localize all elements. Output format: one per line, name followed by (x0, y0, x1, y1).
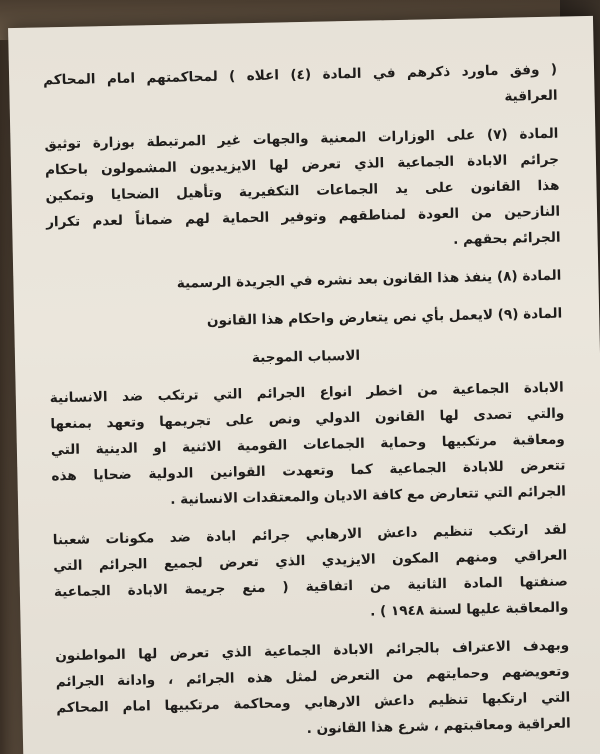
article-8 (47, 263, 561, 300)
text-line: العراقية (504, 87, 558, 105)
text-line: النازحين من العودة لمناطقهم وتوفير الحماية لهم ضماناً لعدم تكرار (45, 203, 561, 231)
text-line: صنفتها المادة الثانية من اتفاقية ( منع جريمة الابادة الجماعية (53, 573, 568, 601)
text-line: الجرائم التي تتعارض مع كافة الاديان والمعتقدات الانسانية . (170, 483, 567, 508)
text-line: العراقية ومعاقبتهم ، شرع هذا القانون . (306, 715, 571, 738)
section-heading: الاسباب الموجبة (251, 347, 361, 367)
document-body (43, 57, 571, 754)
paragraph-1 (43, 57, 558, 120)
text-line: ( وفق ماورد ذكرهم في المادة (٤) اعلاه ) لمحاكمتهم امام المحاكم (42, 61, 558, 89)
article-9 (48, 301, 562, 338)
text-line: المادة (٧) على الوزارات المعنية والجهات غير المرتبطة بوزارة توثيق (44, 125, 559, 153)
text-line: العراقي ومنهم المكون الايزيدي الذي تعرض لجميع الجرائم التي (53, 547, 568, 575)
text-line: المادة (٨) ينفذ هذا القانون بعد نشره في الجريدة الرسمية (176, 267, 562, 292)
text-line: لقد ارتكب تنظيم داعش الارهابي جرائم ابادة ضد مكونات شعبنا (52, 521, 567, 549)
document-page (8, 16, 600, 754)
text-line: الجرائم بحقهم . (453, 229, 561, 248)
text-line: هذا القانون على يد الجماعات التكفيرية وتأهيل الضحايا وتمكين (45, 177, 560, 205)
text-line: والمعاقبة عليها لسنة ١٩٤٨ ) . (369, 599, 569, 620)
paragraph-article-7 (44, 121, 561, 262)
text-line: جرائم الابادة الجماعية الذي تعرض لها الايزيديون المشمولون باحكام (44, 151, 560, 179)
text-line: ومعاقبة مرتكبيها وحماية الجماعات القومية الاثنية او الدينية التي (50, 431, 565, 459)
paragraph-reasons-2 (53, 517, 569, 632)
text-line: المادة (٩) لايعمل بأي نص يتعارض واحكام هذا القانون (206, 305, 563, 330)
text-line: وتعويضهم وحمايتهم من التعرض لمثل هذه الجرائم ، وادانة الجرائم (55, 663, 570, 691)
text-line: الابادة الجماعية من اخطر انواع الجرائم التي ترتكب ضد الانسانية (49, 379, 564, 407)
text-line: وبهدف الاعتراف بالجرائم الابادة الجماعية الذي تعرض لها المواطنون (55, 637, 570, 665)
text-line: التي ارتكبها تنظيم داعش الارهابي ومحاكمة مرتكبيها امام المحاكم (56, 689, 571, 717)
paragraph-reasons-3 (55, 633, 571, 748)
text-line: والتي تصدى لها القانون الدولي ونص على تجريمها وتعهد بمنعها (50, 405, 565, 433)
paragraph-reasons-1 (50, 375, 567, 516)
text-line: تتعرض للابادة الجماعية كما وتعهدت القوانين الدولية ضحايا هذه (51, 457, 566, 485)
